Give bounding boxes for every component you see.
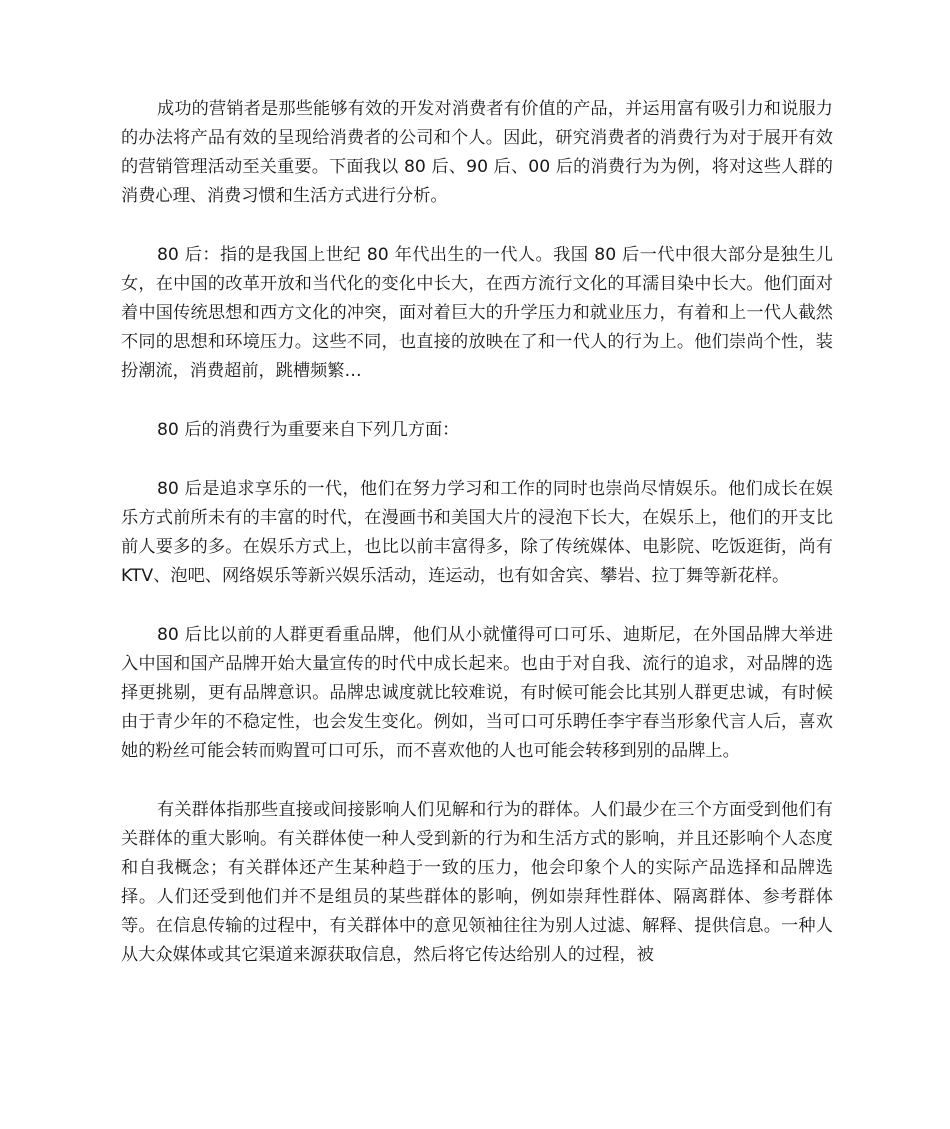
paragraph-80s-consumption-heading: 80 后的消费行为重要来自下列几方面：: [157, 420, 460, 440]
paragraph-entertainment: 80 后是追求享乐的一代，他们在努力学习和工作的同时也崇尚尽情娱乐。他们成长在娱乐方式前所未有的丰富的时代，在漫画书和美国大片的浸泡下长大，在娱乐上，他们的开支比前人要多的多。在娱乐方式上，也比以前丰富得多，除了传统媒体、电影院、吃饭逛街，尚有 KTV、泡吧、网络娱乐等新兴娱乐活动，连运动，也有如舍宾、攀岩、拉丁舞等新花样。: [121, 479, 833, 586]
paragraph-brand: 80 后比以前的人群更看重品牌，他们从小就懂得可口可乐、迪斯尼，在外国品牌大举进入中国和国产品牌开始大量宣传的时代中成长起来。也由于对自我、流行的追求，对品牌的选择更挑剔，更有品牌意识。品牌忠诚度就比较难说，有时候可能会比其别人群更忠诚，有时候由于青少年的不稳定性，也会发生变化。例如，当可口可乐聘任李宇春当形象代言人后，喜欢她的粉丝可能会转而购置可口可乐，而不喜欢他的人也可能会转移到别的品牌上。: [121, 625, 833, 761]
paragraph-reference-group: 有关群体指那些直接或间接影响人们见解和行为的群体。人们最少在三个方面受到他们有关群体的重大影响。有关群体使一种人受到新的行为和生活方式的影响，并且还影响个人态度和自我概念；有关群体还产生某种趋于一致的压力，他会印象个人的实际产品选择和品牌选择。人们还受到他们并不是组员的某些群体的影响，例如崇拜性群体、隔离群体、参考群体等。在信息传输的过程中，有关群体中的意见领袖往往为别人过滤、解释、提供信息。一种人从大众媒体或其它渠道来源获取信息，然后将它传达给别人的过程，被: [121, 800, 833, 965]
paragraph-intro: 成功的营销者是那些能够有效的开发对消费者有价值的产品，并运用富有吸引力和说服力的办法将产品有效的呈现给消费者的公司和个人。因此，研究消费者的消费行为对于展开有效的营销管理活动至关重要。下面我以 80 后、90 后、00 后的消费行为为例，将对这些人群的消费心理、消费习惯和生活方式进行分析。: [121, 99, 833, 206]
document-body: [121, 95, 833, 1000]
paragraph-80s-definition: 80 后：指的是我国上世纪 80 年代出生的一代人。我国 80 后一代中很大部分是独生儿女，在中国的改革开放和当代化的变化中长大，在西方流行文化的耳濡目染中长大。他们面对着中国传统思想和西方文化的冲突，面对着巨大的升学压力和就业压力，有着和上一代人截然不同的思想和环境压力。这些不同，也直接的放映在了和一代人的行为上。他们崇尚个性，装扮潮流，消费超前，跳槽频繁…: [121, 245, 833, 381]
